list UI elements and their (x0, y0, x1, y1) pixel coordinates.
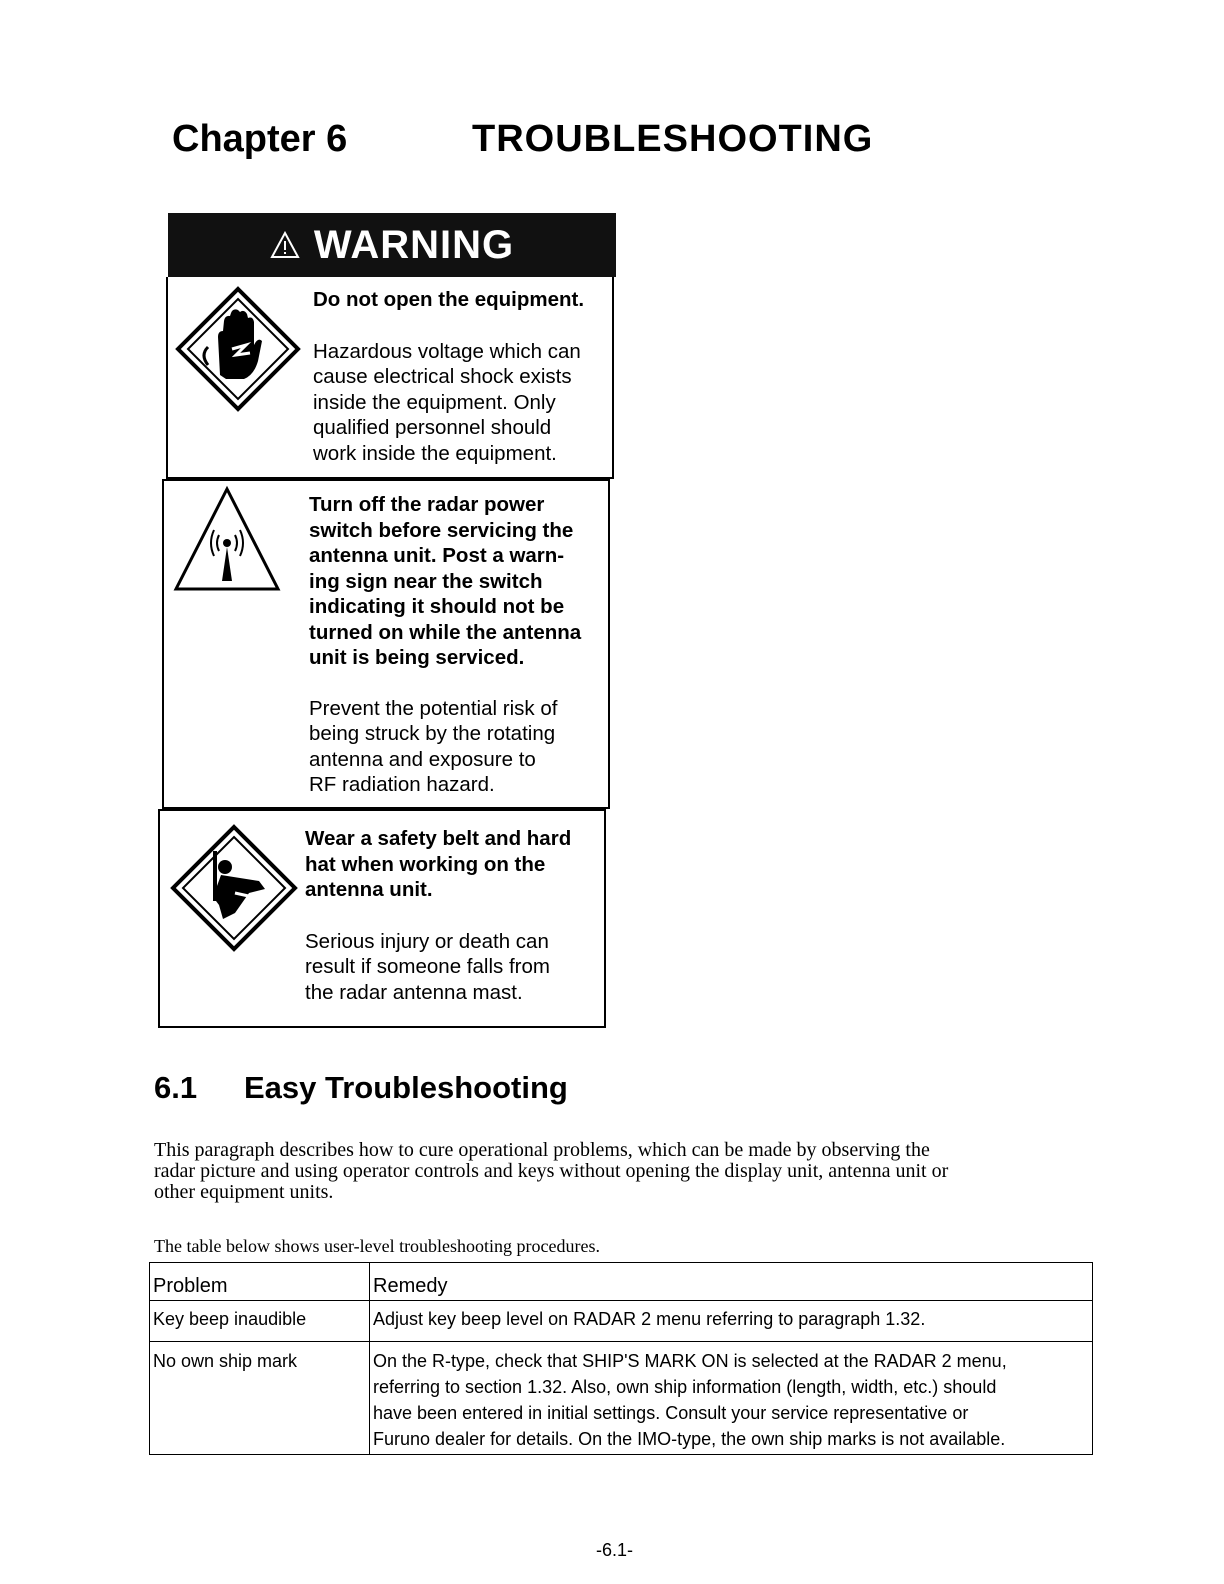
warning-1-line: work inside the equipment. (313, 441, 557, 465)
remedy-line: have been entered in initial settings. Consult your service representative or (373, 1403, 969, 1423)
page-number: -6.1- (596, 1540, 634, 1560)
troubleshooting-table (149, 1262, 1093, 1455)
section-paragraph (154, 1140, 1094, 1203)
warning-3-bold-line: Wear a safety belt and hard (305, 827, 572, 850)
warning-1-bold: Do not open the equipment. (313, 288, 585, 311)
paragraph-line: This paragraph describes how to cure operational problems, which can be made by observing the (154, 1139, 930, 1161)
radiation-triangle-icon (172, 485, 282, 595)
warning-3-line: Serious injury or death can (305, 929, 549, 953)
table-header-row (150, 1263, 1093, 1301)
warning-2-line: being struck by the rotating (309, 722, 556, 745)
warning-1-line: cause electrical shock exists (313, 365, 572, 388)
remedy-line: On the R-type, check that SHIP'S MARK ON is selected at the RADAR 2 menu, (373, 1351, 1007, 1371)
paragraph-line: other equipment units. (154, 1181, 334, 1203)
warning-3-bold-line: antenna unit. (305, 878, 433, 901)
warning-3-text (305, 826, 603, 1005)
warning-2-bold-line: indicating it should not be (309, 595, 565, 618)
table-intro: The table below shows user-level troubleshooting procedures. (154, 1236, 601, 1256)
warning-3-line: the radar antenna mast. (305, 980, 523, 1004)
chapter-label: Chapter 6 (172, 118, 348, 160)
warning-3-line: result if someone falls from (305, 955, 550, 978)
warning-2-bold-line: unit is being serviced. (309, 646, 525, 669)
chapter-title: TROUBLESHOOTING (472, 118, 874, 160)
warning-1-text (313, 287, 608, 466)
no-hand-shock-icon (174, 285, 302, 413)
table-row (150, 1301, 1093, 1342)
warning-1-line: Hazardous voltage which can (313, 339, 581, 363)
remedy-line: referring to section 1.32. Also, own ship information (length, width, etc.) should (373, 1377, 997, 1397)
problem-cell: Key beep inaudible (150, 1301, 370, 1342)
warning-title: WARNING (313, 222, 515, 267)
remedy-line: Adjust key beep level on RADAR 2 menu referring to paragraph 1.32. (373, 1309, 926, 1329)
remedy-line: Furuno dealer for details. On the IMO-type, the own ship marks is not available. (373, 1429, 1006, 1449)
warning-2-bold-line: antenna unit. Post a warn- (309, 544, 565, 567)
warning-2-bold-line: ing sign near the switch (309, 569, 543, 593)
warning-2-bold-line: Turn off the radar power (309, 493, 545, 516)
paragraph-line: radar picture and using operator controls and keys without opening the display unit, antenna unit or (154, 1160, 949, 1182)
section-number: 6.1 (154, 1070, 198, 1105)
section-title: Easy Troubleshooting (244, 1070, 568, 1105)
warning-3-bold-line: hat when working on the (305, 852, 546, 876)
warning-2-bold-line: turned on while the antenna (309, 620, 582, 644)
warning-header (168, 213, 616, 277)
warning-1-line: qualified personnel should (313, 416, 552, 439)
warning-2-line: antenna and exposure to (309, 747, 536, 771)
header-problem: Problem (150, 1263, 370, 1301)
problem-cell: No own ship mark (150, 1342, 370, 1455)
warning-2-line: RF radiation hazard. (309, 773, 495, 796)
remedy-cell (370, 1301, 1093, 1342)
falling-person-icon (169, 823, 299, 953)
warning-1-line: inside the equipment. Only (313, 390, 556, 414)
header-remedy: Remedy (370, 1263, 1093, 1301)
section-heading (154, 1070, 568, 1106)
warning-2-line: Prevent the potential risk of (309, 696, 558, 720)
table-row (150, 1342, 1093, 1455)
warning-2-text (309, 492, 609, 798)
warning-2-bold-line: switch before servicing the (309, 518, 574, 542)
warning-triangle-icon (270, 231, 300, 259)
remedy-cell (370, 1342, 1093, 1455)
